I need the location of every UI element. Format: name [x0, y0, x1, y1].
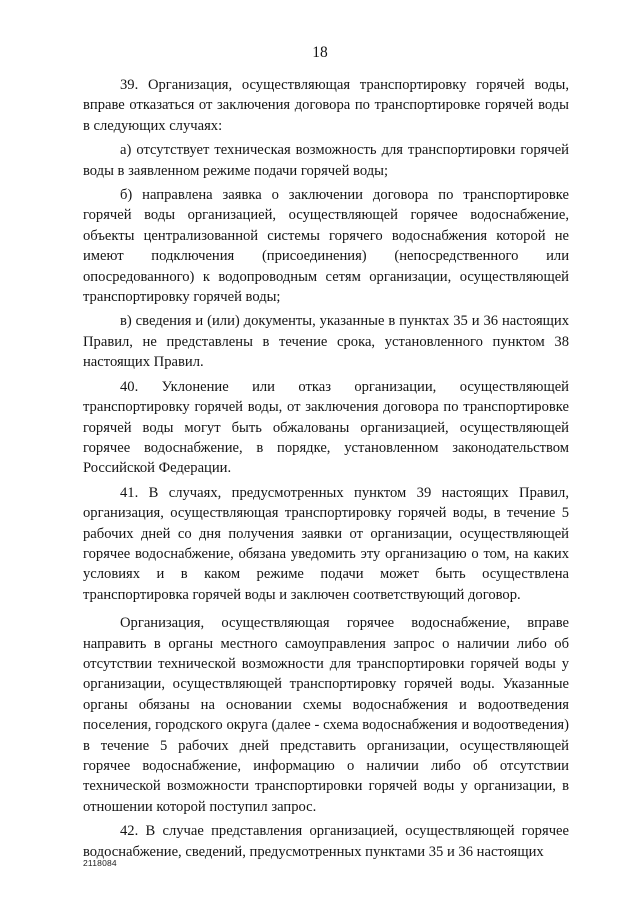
page-number: 18: [312, 44, 328, 61]
paragraph-40: 40. Уклонение или отказ организации, осуществляющей транспортировку горячей воды, от заключения договора по транспортировке горячей воды могут быть обжалованы организацией, осуществляющей горячее водоснабжение, в порядке, установленном законодательством Российской Федерации.: [83, 378, 569, 477]
document-body: [83, 75, 569, 862]
paragraph-41-continued: Организация, осуществляющая горячее водоснабжение, вправе направить в органы местного самоуправления запрос о наличии либо об отсутствии технической возможности для транспортировки горячей воды у организации, осуществляющей транспортировку горячей воды. Указанные органы обязаны на основании схемы водоснабжения и водоотведения поселения, городского округа (далее - схема водоснабжения и водоотведения) в течение 5 рабочих дней представить организации, осуществляющей горячее водоснабжение, информацию о наличии либо об отсутствии технической возможности транспортировки горячей воды у организации, в отношении которой поступил запрос.: [83, 615, 569, 815]
paragraph-39-c: в) сведения и (или) документы, указанные в пунктах 35 и 36 настоящих Правил, не представлены в течение срока, установленного пунктом 38 настоящих Правил.: [83, 313, 569, 371]
paragraph-39-b: б) направлена заявка о заключении договора по транспортировке горячей воды организацией, осуществляющей горячее водоснабжение, объекты централизованной системы горячего водоснабжения которой не имеют подключения (присоединения) (непосредственного или опосредованного) к водопроводным сетям организации, осуществляющей транспортировку горячей воды;: [83, 187, 569, 306]
document-code: 2118084: [83, 858, 117, 868]
paragraph-39-a: а) отсутствует техническая возможность для транспортировки горячей воды в заявленном режиме подачи горячей воды;: [83, 142, 569, 179]
paragraph-39: 39. Организация, осуществляющая транспортировку горячей воды, вправе отказаться от заключения договора по транспортировке горячей воды в следующих случаях:: [83, 77, 569, 134]
paragraph-41: 41. В случаях, предусмотренных пунктом 39 настоящих Правил, организация, осуществляющая транспортировку горячей воды, в течение 5 рабочих дней со дня получения заявки от организации, осуществляющей горячее водоснабжение, обязана уведомить эту организацию о том, на каких условиях и в каком режиме подачи может быть осуществлена транспортировка горячей воды и заключен соответствующий договор.: [83, 484, 569, 603]
paragraph-42: 42. В случае представления организацией, осуществляющей горячее водоснабжение, сведений, предусмотренных пунктами 35 и 36 настоящих: [83, 823, 569, 860]
